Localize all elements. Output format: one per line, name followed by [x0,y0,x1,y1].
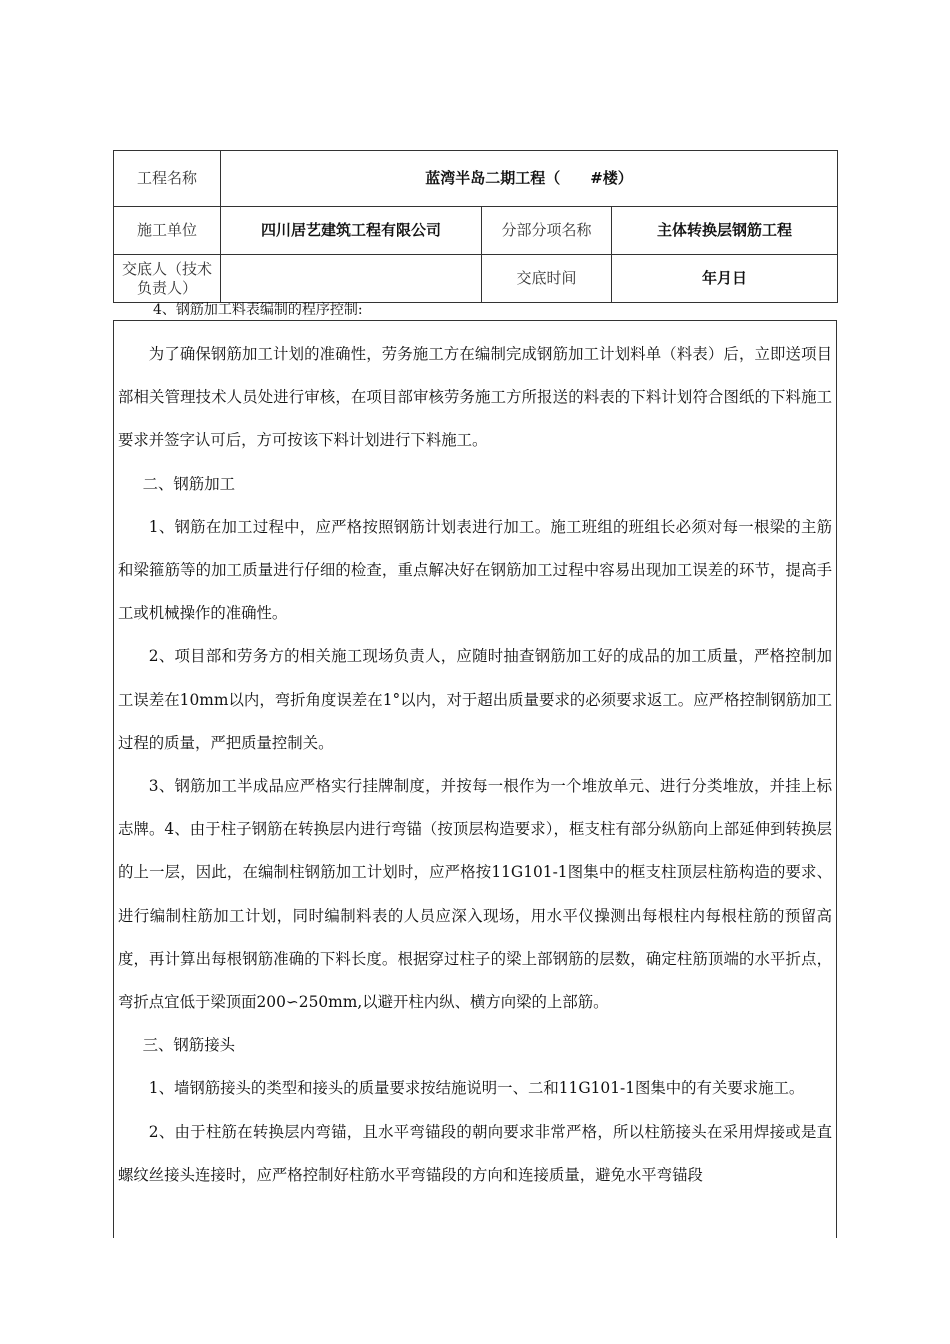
subitem-name-label: 分部分项名称 [482,207,612,255]
paragraph-joints-1: 1、墙钢筋接头的类型和接头的质量要求按结施说明一、二和11G101-1图集中的有关要求施工。 [148,1079,805,1098]
heading-rebar-joints: 三、钢筋接头 [142,1036,235,1055]
construction-unit-value: 四川居艺建筑工程有限公司 [221,207,482,255]
header-row-unit [114,207,838,255]
briefer-value [221,255,482,303]
paragraph-processing-3: 3、钢筋加工半成品应严格实行挂牌制度，并按每一根作为一个堆放单元、进行分类堆放，并挂上标志牌。4、由于柱子钢筋在转换层内进行弯锚（按顶层构造要求），框支柱有部分纵筋向上部延伸到转换层的上一层，因此，在编制柱钢筋加工计划时，应严格按11G101-1图集中的框支柱顶层柱筋构造的要求、进行编制柱筋加工计划，同时编制料表的人员应深入现场，用水平仪操测出每根柱内每根柱筋的预留高度，再计算出每根钢筋准确的下料长度。根据穿过柱子的梁上部钢筋的层数，确定柱筋顶端的水平折点，弯折点宜低于梁顶面200∽250mm,以避开柱内纵、横方向梁的上部筋。 [118,777,832,1012]
content-box [113,320,837,1238]
heading-rebar-processing: 二、钢筋加工 [142,474,235,493]
paragraph-processing-1: 1、钢筋在加工过程中，应严格按照钢筋计划表进行加工。施工班组的班组长必须对每一根梁的主筋和梁箍筋等的加工质量进行仔细的检查，重点解决好在钢筋加工过程中容易出现加工误差的环节，提高手工或机械操作的准确性。 [118,517,832,623]
project-name-label: 工程名称 [114,151,221,207]
construction-unit-label: 施工单位 [114,207,221,255]
project-name-value: 蓝湾半岛二期工程（ #楼） [221,151,838,207]
content-text [114,321,836,1197]
briefing-time-label: 交底时间 [482,255,612,303]
paragraph-review: 为了确保钢筋加工计划的准确性，劳务施工方在编制完成钢筋加工计划料单（料表）后，立即送项目部相关管理技术人员处进行审核，在项目部审核劳务施工方所报送的料表的下料计划符合图纸的下料施工要求并签字认可后，方可按该下料计划进行下料施工。 [118,345,832,450]
briefer-label: 交底人（技术负责人） [114,255,221,303]
paragraph-joints-2: 2、由于柱筋在转换层内弯锚，且水平弯锚段的朝向要求非常严格，所以柱筋接头在采用焊接或是直螺纹丝接头连接时，应严格控制好柱筋水平弯锚段的方向和连接质量，避免水平弯锚段 [118,1122,832,1184]
header-table [113,150,838,303]
header-row-briefing [114,255,838,303]
paragraph-processing-2: 2、项目部和劳务方的相关施工现场负责人，应随时抽查钢筋加工好的成品的加工质量，严格控制加工误差在10mm以内，弯折角度误差在1°以内，对于超出质量要求的必须要求返工。应严格控制钢筋加工过程的质量，严把质量控制关。 [118,647,832,752]
subitem-name-value: 主体转换层钢筋工程 [612,207,838,255]
section-caption: 4、钢筋加工料表编制的程序控制: [153,302,363,318]
header-row-project [114,151,838,207]
briefing-time-value: 年月日 [612,255,838,303]
